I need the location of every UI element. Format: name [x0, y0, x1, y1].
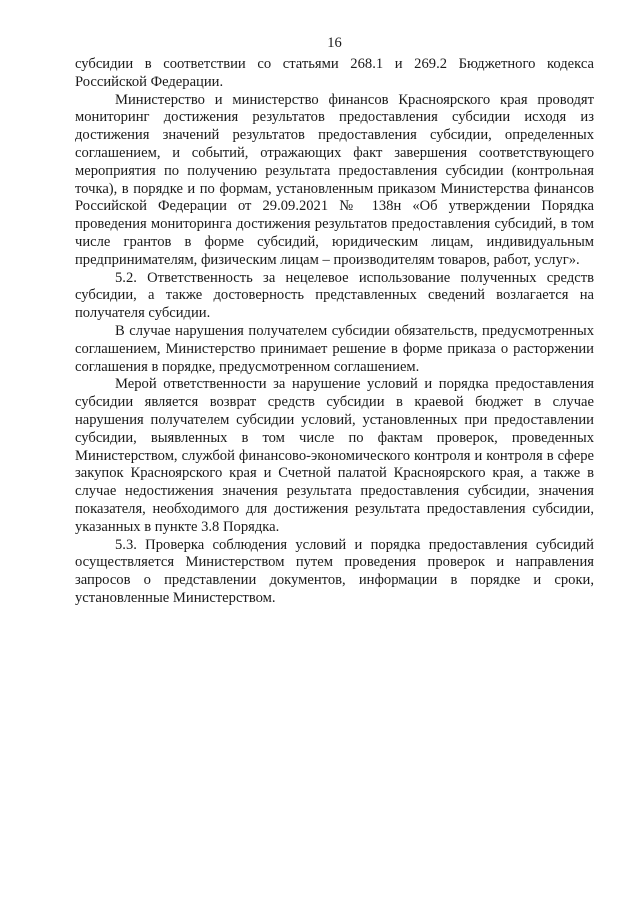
paragraph-responsibility: Мерой ответственности за нарушение условий и порядка предоставления субсидии является возврат средств субсидии в краевой бюджет в случае нарушения получателем субсидии условий, установленных при предоставлении субсидии, выявленных в том числе по фактам проверок, проведенных Министерством, службой финансово-экономического контроля и контроля в сфере закупок Красноярского края и Счетной палатой Красноярского края, а также в случае недостижения значения результата предоставления субсидии, значения показателя, необходимого для достижения результата предоставления субсидии, указанных в пункте 3.8 Порядка. — [75, 376, 594, 535]
paragraph-continuation: субсидии в соответствии со статьями 268.1 и 269.2 Бюджетного кодекса Российской Федерации. — [75, 56, 594, 90]
paragraph-5-3: 5.3. Проверка соблюдения условий и порядка предоставления субсидий осуществляется Министерством путем проведения проверок и направления запросов о представлении документов, информации в порядке и сроки, установленные Министерством. — [75, 536, 594, 606]
paragraph-monitoring: Министерство и министерство финансов Красноярского края проводят мониторинг достижения результатов предоставления субсидии исходя из достижения значений результатов предоставления субсидии, определенных соглашением, и событий, отражающих факт завершения соответствующего мероприятия по получению результата предоставления субсидии (контрольная точка), в порядке и по формам, установленным приказом Министерства финансов Российской Федерации от 29.09.2021 № 138н «Об утверждении Порядка проведения мониторинга достижения результатов предоставления субсидий, в том числе грантов в форме субсидий, юридическим лицам, индивидуальным предпринимателям, физическим лицам – производителям товаров, работ, услуг». — [75, 91, 594, 268]
paragraph-5-2: 5.2. Ответственность за нецелевое использование полученных средств субсидии, а также достоверность представленных сведений возлагается на получателя субсидии. — [75, 269, 594, 322]
paragraph-violation: В случае нарушения получателем субсидии обязательств, предусмотренных соглашением, Министерство принимает решение в форме приказа о расторжении соглашения в порядке, предусмотренном соглашением. — [75, 322, 594, 375]
page-number: 16 — [327, 35, 342, 51]
